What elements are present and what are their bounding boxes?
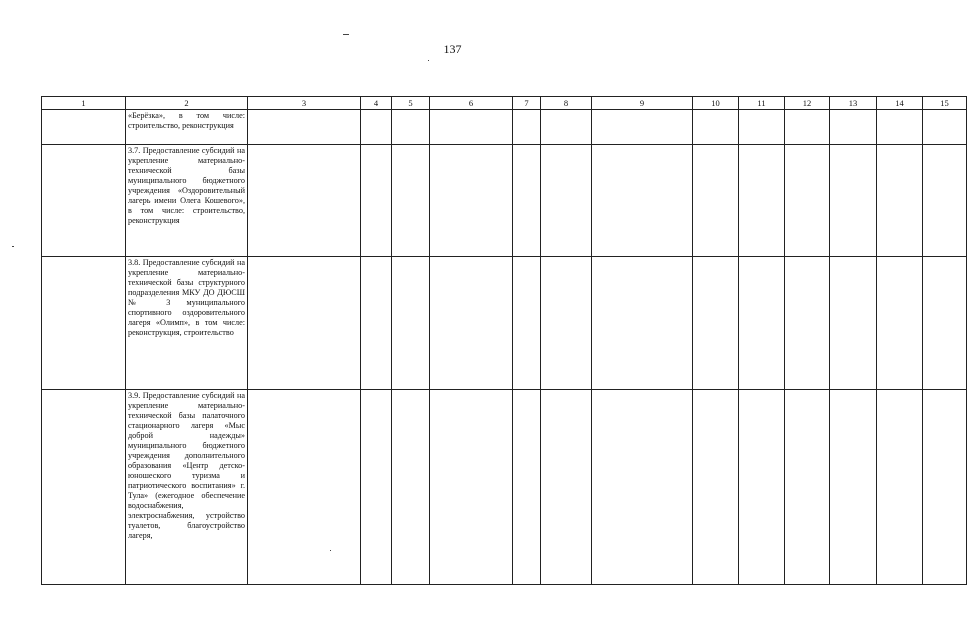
table-cell bbox=[785, 390, 830, 585]
header-cell: 12 bbox=[785, 97, 830, 110]
table-cell bbox=[513, 145, 541, 257]
table-cell bbox=[248, 145, 361, 257]
table-cell bbox=[392, 390, 430, 585]
table-cell bbox=[693, 110, 739, 145]
budget-table bbox=[41, 96, 967, 585]
table-cell bbox=[541, 257, 592, 390]
table-cell bbox=[693, 145, 739, 257]
description-text: 3.9. Предоставление субсидий на укрепление материально-технической базы палаточного стационарного лагеря «Мыс доброй надежды» муниципального бюджетного учреждения дополнительного образования «Центр детско-юношеского туризма и патриотического воспитания» г. Тула» (ежегодное обеспечение водоснабжения, электроснабжения, устройство туалетов, благоустройство лагеря, bbox=[128, 391, 245, 540]
header-cell: 1 bbox=[42, 97, 126, 110]
table-cell bbox=[923, 145, 967, 257]
table-cell bbox=[923, 390, 967, 585]
table-cell bbox=[392, 110, 430, 145]
description-text: 3.7. Предоставление субсидий на укрепление материально-технической базы муниципального бюджетного учреждения «Оздоровительный лагерь имени Олега Кошевого», в том числе: строительство, реконструкция bbox=[128, 146, 245, 225]
description-cell bbox=[126, 257, 248, 390]
header-cell: 13 bbox=[830, 97, 877, 110]
table-cell bbox=[830, 145, 877, 257]
table-cell bbox=[693, 257, 739, 390]
table-cell bbox=[513, 390, 541, 585]
table-row bbox=[42, 110, 967, 145]
description-text: 3.8. Предоставление субсидий на укрепление материально-технической базы структурного подразделения МКУ ДО ДЮСШ № 3 муниципального спортивного оздоровительного лагеря «Олимп», в том числе: реконструкция, строительство bbox=[128, 258, 245, 337]
header-cell: 10 bbox=[693, 97, 739, 110]
table-row bbox=[42, 257, 967, 390]
header-cell: 14 bbox=[877, 97, 923, 110]
table-cell bbox=[42, 390, 126, 585]
table-cell bbox=[785, 145, 830, 257]
table-cell bbox=[392, 145, 430, 257]
table-cell bbox=[877, 390, 923, 585]
description-cell bbox=[126, 110, 248, 145]
table-cell bbox=[830, 257, 877, 390]
table-cell bbox=[592, 110, 693, 145]
header-cell: 11 bbox=[739, 97, 785, 110]
table-cell bbox=[361, 110, 392, 145]
table-cell bbox=[830, 390, 877, 585]
header-cell: 15 bbox=[923, 97, 967, 110]
table-cell bbox=[541, 110, 592, 145]
scan-speck bbox=[12, 246, 14, 247]
table-cell bbox=[830, 110, 877, 145]
table-cell bbox=[42, 257, 126, 390]
table-cell bbox=[877, 145, 923, 257]
table-cell bbox=[248, 110, 361, 145]
table-cell bbox=[739, 145, 785, 257]
table-cell bbox=[430, 390, 513, 585]
table-cell bbox=[430, 110, 513, 145]
table-cell bbox=[739, 110, 785, 145]
table-cell bbox=[693, 390, 739, 585]
table-row bbox=[42, 390, 967, 585]
table-cell bbox=[592, 257, 693, 390]
header-cell: 9 bbox=[592, 97, 693, 110]
header-cell: 8 bbox=[541, 97, 592, 110]
table-cell bbox=[430, 257, 513, 390]
table-cell bbox=[361, 145, 392, 257]
table-cell bbox=[785, 257, 830, 390]
header-cell: 7 bbox=[513, 97, 541, 110]
description-cell bbox=[126, 145, 248, 257]
table-cell bbox=[592, 390, 693, 585]
table-cell bbox=[361, 257, 392, 390]
scan-speck bbox=[343, 34, 349, 35]
table-cell bbox=[392, 257, 430, 390]
header-cell: 5 bbox=[392, 97, 430, 110]
table-cell bbox=[42, 145, 126, 257]
table-cell bbox=[923, 110, 967, 145]
table-cell bbox=[592, 145, 693, 257]
table-cell bbox=[739, 390, 785, 585]
table-cell bbox=[877, 110, 923, 145]
table-cell bbox=[42, 110, 126, 145]
table-cell bbox=[785, 110, 830, 145]
description-cell bbox=[126, 390, 248, 585]
header-cell: 3 bbox=[248, 97, 361, 110]
table-cell bbox=[877, 257, 923, 390]
page-number: 137 bbox=[443, 42, 462, 56]
description-text: «Берёзка», в том числе: строительство, реконструкция bbox=[128, 111, 245, 130]
table-row bbox=[42, 145, 967, 257]
header-cell: 4 bbox=[361, 97, 392, 110]
table-cell bbox=[541, 145, 592, 257]
header-cell: 2 bbox=[126, 97, 248, 110]
scan-speck bbox=[428, 60, 429, 61]
table-cell bbox=[248, 257, 361, 390]
header-cell: 6 bbox=[430, 97, 513, 110]
table-cell bbox=[361, 390, 392, 585]
table-cell bbox=[739, 257, 785, 390]
table-cell bbox=[541, 390, 592, 585]
table-cell bbox=[923, 257, 967, 390]
table-cell bbox=[430, 145, 513, 257]
table-cell bbox=[513, 110, 541, 145]
table-cell bbox=[248, 390, 361, 585]
table-cell bbox=[513, 257, 541, 390]
header-row bbox=[42, 97, 967, 110]
